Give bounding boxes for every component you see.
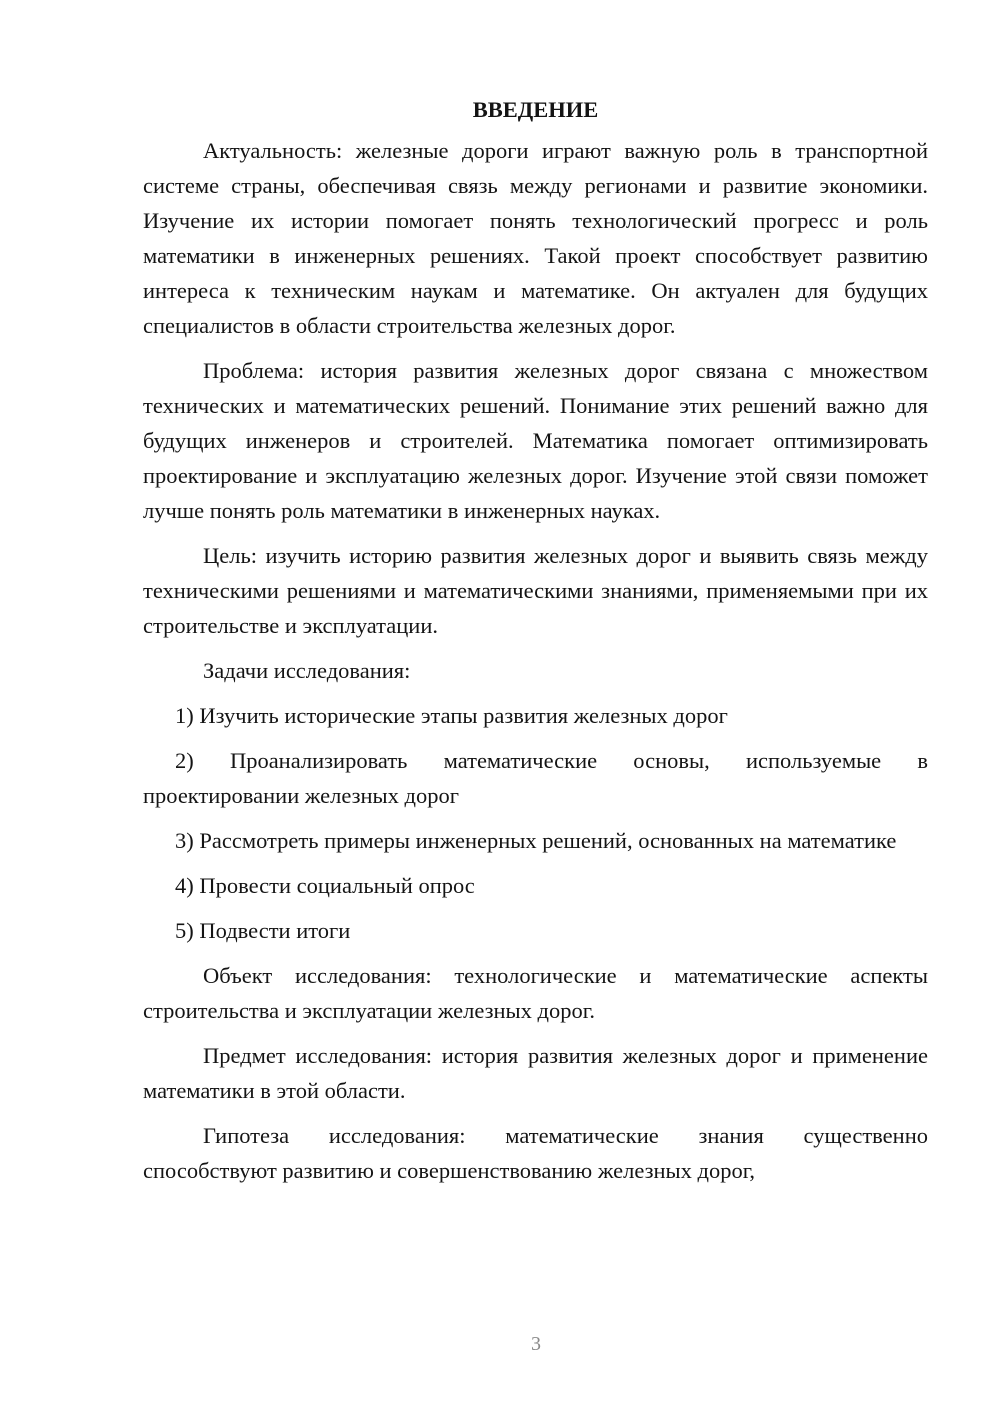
task-item-2: 2) Проанализировать математические основы, используемые в проектировании железных дорог bbox=[143, 748, 928, 808]
paragraph-goal: Цель: изучить историю развития железных дорог и выявить связь между техническими решениями и математическими знаниями, применяемыми при их строительстве и эксплуатации. bbox=[143, 543, 928, 638]
page-title: ВВЕДЕНИЕ bbox=[472, 97, 599, 122]
task-item-4: 4) Провести социальный опрос bbox=[175, 873, 475, 898]
task-item-3: 3) Рассмотреть примеры инженерных решений, основанных на математике bbox=[175, 828, 897, 853]
paragraph-relevance: Актуальность: железные дороги играют важную роль в транспортной системе страны, обеспечивая связь между регионами и развитие экономики. Изучение их истории помогает понять технологический прогресс и роль математики в инженерных решениях. Такой проект способствует развитию интереса к техническим наукам и математике. Он актуален для будущих специалистов в области строительства железных дорог. bbox=[143, 138, 928, 338]
page-number: 3 bbox=[531, 1333, 541, 1355]
page-content bbox=[143, 92, 928, 1188]
paragraph-subject: Предмет исследования: история развития железных дорог и применение математики в этой области. bbox=[143, 1043, 928, 1103]
task-item-5: 5) Подвести итоги bbox=[175, 918, 351, 943]
task-item-1: 1) Изучить исторические этапы развития железных дорог bbox=[175, 703, 728, 728]
paragraph-object: Объект исследования: технологические и математические аспекты строительства и эксплуатации железных дорог. bbox=[143, 963, 928, 1023]
paragraph-hypothesis: Гипотеза исследования: математические знания существенно способствуют развитию и совершенствованию железных дорог, bbox=[143, 1123, 928, 1183]
paragraph-problem: Проблема: история развития железных дорог связана с множеством технических и математических решений. Понимание этих решений важно для будущих инженеров и строителей. Математика помогает оптимизировать проектирование и эксплуатацию железных дорог. Изучение этой связи поможет лучше понять роль математики в инженерных науках. bbox=[143, 358, 928, 523]
tasks-heading: Задачи исследования: bbox=[203, 658, 411, 683]
